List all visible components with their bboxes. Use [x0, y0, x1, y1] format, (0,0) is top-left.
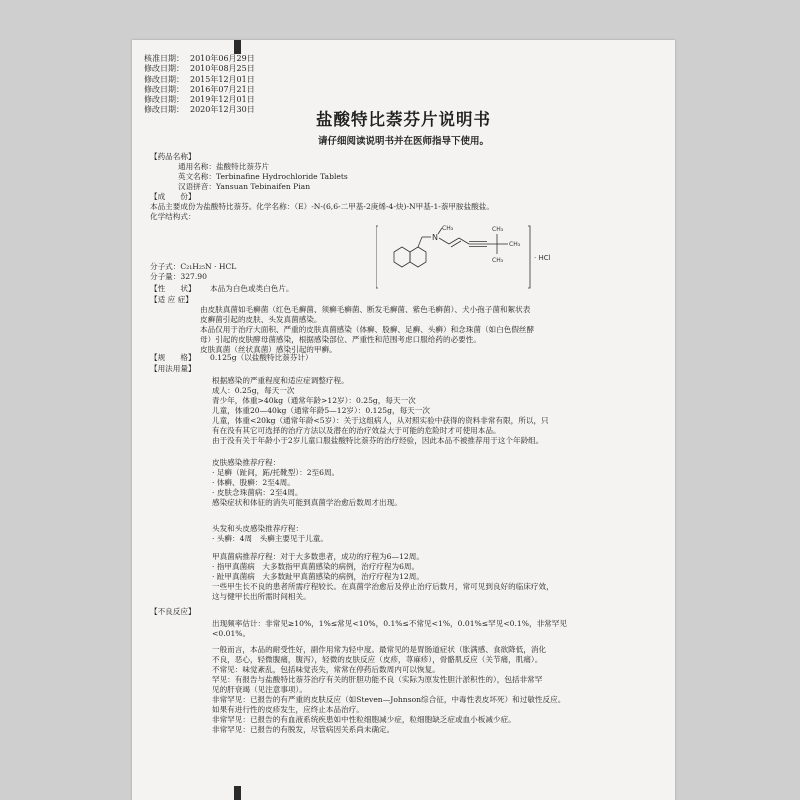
text-line: 罕见：有报告与盐酸特比萘芬治疗有关的肝胆功能不良（实际为原发性胆汁淤积性的），包括非常罕 [212, 675, 543, 684]
revision-row: 核准日期： 2010年06月29日 [144, 54, 255, 63]
text-line: 非常罕见：已报告的有严重的皮肤反应（如Steven—Johnson综合征，中毒性表皮坏死）和过敏性反应。 [212, 695, 566, 704]
document-title: 盐酸特比萘芬片说明书 [316, 110, 491, 129]
hcl-label: · HCl [534, 254, 551, 262]
section-heading: 【规 格】 [150, 353, 196, 362]
list-item: · 体癣、股癣：2至4周。 [212, 478, 295, 487]
revision-row: 修改日期： 2016年07月21日 [144, 84, 255, 94]
spec-text: 0.125g（以盐酸特比萘芬计） [210, 353, 313, 362]
nail-infection-course [150, 552, 661, 602]
registration-mark-top [234, 40, 241, 54]
revision-row: 修改日期： 2015年12月01日 [144, 74, 255, 84]
spec-section [150, 353, 661, 363]
english-name: 英文名称：Terbinafine Hydrochloride Tablets [178, 172, 348, 181]
indications-body [150, 305, 661, 355]
text-line: 非常罕见：已报告的有血液系统疾患如中性粒细胞减少症，粒细胞缺乏症或血小板减少症。 [212, 715, 516, 724]
registration-mark-bottom [234, 786, 241, 800]
text-line: 如果有进行性的皮疹发生，应终止本品治疗。 [212, 705, 364, 714]
text-line: 由皮肤真菌如毛癣菌（红色毛癣菌、须癣毛癣菌、断发毛癣菌、紫色毛癣菌）、犬小孢子菌和絮状表 [200, 305, 531, 314]
text-line: 一些甲生长不良的患者所需疗程较长。在真菌学治愈后及停止治疗后数月，常可见到良好的临床疗效， [212, 582, 554, 591]
adverse-section [150, 607, 661, 617]
list-item: · 趾甲真菌病 大多数趾甲真菌感染的病例，治疗疗程为12周。 [212, 572, 424, 581]
skin-infection-course [150, 458, 661, 508]
section-heading: 【适 应 症】 [150, 295, 193, 304]
text-line: 皮癣菌引起的皮肤、头发真菌感染。 [200, 315, 322, 324]
text-line: <0.01%。 [212, 629, 251, 638]
usage-dosage [150, 376, 661, 446]
nitrogen-atom: N [432, 233, 438, 242]
text-line: 儿童，体重20—40kg（通常年龄5—12岁）：0.125g，每天一次 [212, 406, 430, 415]
composition-text: 本品主要成份为盐酸特比萘芬。化学名称：（E）-N-(6,6-二甲基-2庚烯-4-炔)-N甲基-1-萘甲胺盐酸盐。 [150, 202, 494, 211]
subsection-title: 头发和头皮感染推荐疗程： [212, 524, 304, 533]
section-heading: 【性 状】 [150, 284, 196, 293]
pinyin-name: 汉语拼音：Yansuan Tebinaifen Pian [178, 182, 311, 191]
text-line: 由于没有关于年龄小于2岁儿童口服盐酸特比萘芬的治疗经验，因此本品不被推荐用于这个年龄组。 [212, 436, 544, 445]
text-line: 皮肤真菌（丝状真菌）感染引起的甲癣。 [200, 345, 337, 354]
text-line: 儿童，体重<20kg（通常年龄<5岁）：关于这组病人，从对照实验中获得的资料非常有限，所以，只 [212, 416, 549, 425]
text-line: 母）引起的皮肤酵母菌感染，根据感染部位、严重性和范围考虑口服给药的必要性。 [200, 335, 481, 344]
text-line: 感染症状和体征的消失可能到真菌学治愈后数周才出现。 [212, 498, 402, 507]
text-line: 非常罕见：已报告的有脱发，尽管病因关系尚未确定。 [212, 725, 395, 734]
molecular-weight: 分子量：327.90 [150, 272, 207, 281]
list-item: · 皮肤念珠菌病：2至4周。 [212, 488, 303, 497]
generic-name: 通用名称：盐酸特比萘芬片 [178, 162, 270, 171]
list-item: · 头癣：4周 头癣主要见于儿童。 [212, 534, 328, 543]
text-line: 不良，恶心，轻微腹痛，腹泻），轻微的皮肤反应（皮疹，荨麻疹），骨骼肌反应（关节痛，肌痛）。 [212, 655, 543, 664]
structure-label: 化学结构式： [150, 212, 196, 221]
molecular-formula: 分子式：C₂₁H₂₅N · HCL [150, 262, 237, 271]
text-line: 这与健甲长出所需时间相关。 [212, 592, 311, 601]
appearance-text: 本品为白色或类白色片。 [210, 284, 294, 293]
usage-section [150, 364, 661, 374]
instruction-leaflet [132, 40, 675, 800]
subsection-title: 甲真菌病推荐疗程：对于大多数患者，成功的疗程为6—12周。 [212, 552, 424, 561]
list-item: · 足癣（趾间，跖/托靴型）：2至6周。 [212, 468, 340, 477]
document-subtitle: 请仔细阅读说明书并在医师指导下使用。 [317, 136, 489, 147]
revision-row: 修改日期： 2020年12月30日 [144, 105, 255, 115]
text-line: 一般而言，本品的耐受性好，副作用常为轻中度。最常见的是胃肠道症状（胀满感、食欲降低，消化 [212, 645, 547, 654]
text-line: 成人：0.25g，每天一次 [212, 386, 295, 395]
methyl-label-top: CH₃ [492, 226, 504, 233]
drug-name-section [150, 152, 661, 192]
section-heading: 【药品名称】 [150, 152, 196, 161]
text-line: 青少年，体重>40kg（通常年龄>12岁）：0.25g，每天一次 [212, 396, 416, 405]
text-line: 本品仅用于治疗大面积、严重的皮肤真菌感染（体癣、股癣、足癣、头癣）和念珠菌（如白色假丝酵 [200, 325, 535, 334]
text-line: 见的肝衰竭（见注意事项）。 [212, 685, 307, 694]
section-heading: 【用法用量】 [150, 364, 196, 373]
formula-block [150, 262, 661, 282]
revision-row: 修改日期： 2019年12月01日 [144, 95, 255, 105]
section-heading: 【成 份】 [150, 192, 196, 201]
n-methyl-label: CH₃ [442, 225, 454, 232]
indications-section [150, 295, 661, 305]
composition-section [150, 192, 661, 222]
revision-row: 修改日期： 2010年08月25日 [144, 64, 255, 74]
appearance-section [150, 284, 661, 294]
methyl-label-right: CH₃ [509, 241, 521, 248]
text-line: 有在没有其它可选择的治疗方法以及潜在的治疗效益大于可能的危险时才可使用本品。 [212, 426, 501, 435]
text-line: 出现频率估计：非常见≥10%，1%≤常见<10%，0.1%≤不常见<1%，0.01%≤罕见<0.1%，非常罕见 [212, 619, 567, 628]
adverse-body [150, 619, 661, 735]
list-item: · 指甲真菌病 大多数指甲真菌感染的病例，治疗疗程为6周。 [212, 562, 420, 571]
text-line: 不常见：味觉紊乱，包括味觉丧失，常常在停药后数周内可以恢复。 [212, 665, 440, 674]
section-heading: 【不良反应】 [150, 607, 196, 616]
scalp-infection-course [150, 524, 661, 544]
methyl-label-bottom: CH₃ [492, 257, 504, 264]
subsection-title: 皮肤感染推荐疗程： [212, 458, 281, 467]
text-line: 根据感染的严重程度和适应症调整疗程。 [212, 376, 349, 385]
